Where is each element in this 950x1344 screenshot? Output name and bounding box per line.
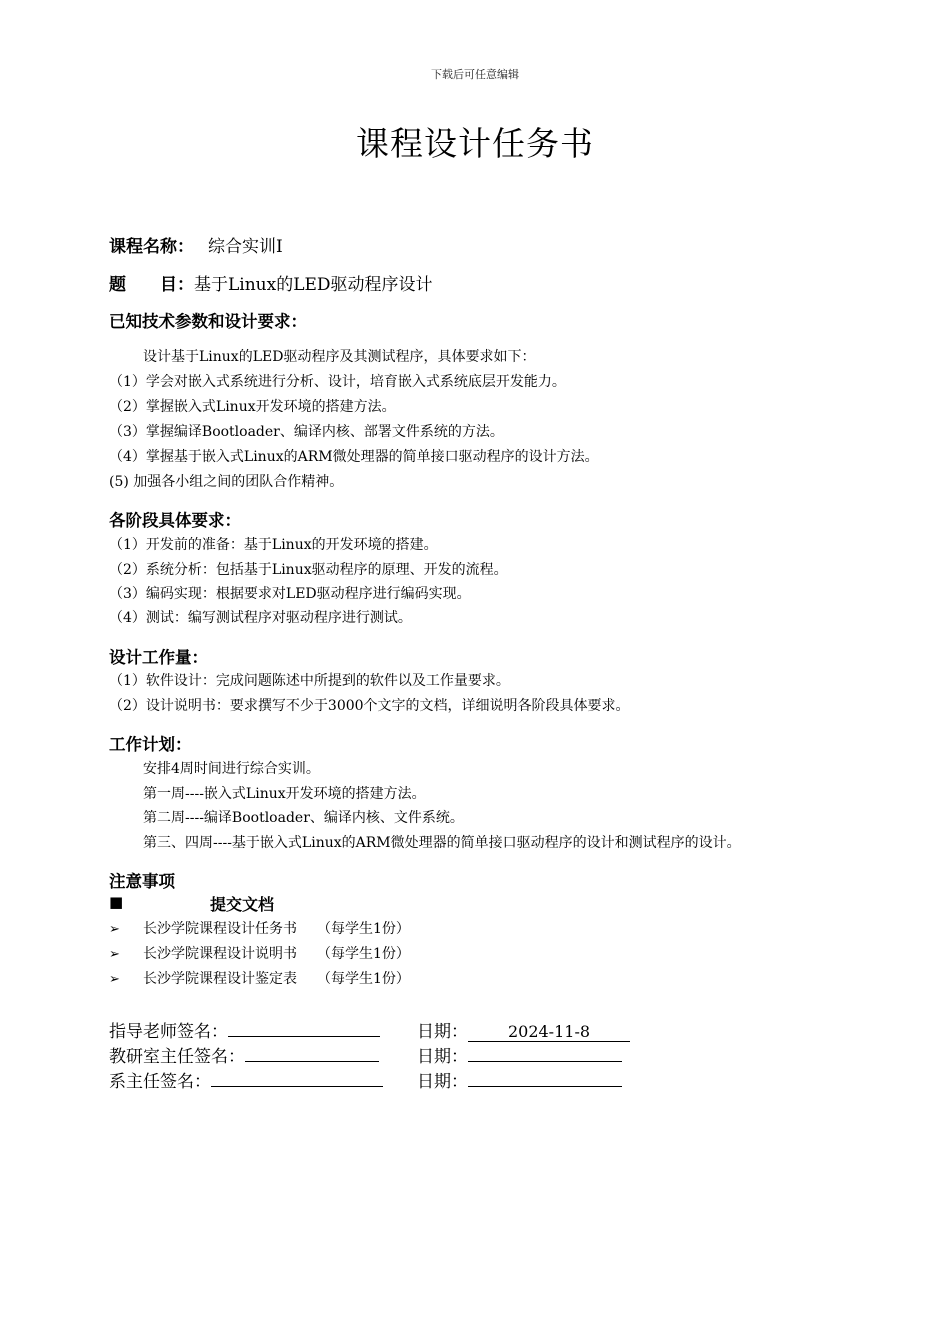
dept-date-row: [417, 1067, 622, 1092]
arrow-bullet-icon: ➢: [109, 972, 120, 987]
workload-item: （2）设计说明书：要求撰写不少于3000个文字的文档，详细说明各阶段具体要求。: [109, 698, 630, 714]
document-qty: （每学生1份）: [317, 921, 410, 937]
plan-item: 第二周----编译Bootloader、编译内核、文件系统。: [143, 810, 464, 826]
topic-row: [109, 270, 433, 295]
director-signature-row: [109, 1042, 379, 1067]
advisor-signature-line[interactable]: [228, 1018, 380, 1037]
requirements-heading: 已知技术参数和设计要求：: [109, 312, 307, 331]
advisor-date-value[interactable]: 2024-11-8: [468, 1022, 630, 1042]
stages-heading: 各阶段具体要求：: [109, 511, 241, 530]
document-name: 长沙学院课程设计说明书: [143, 946, 297, 962]
document-title: 课程设计任务书: [356, 124, 594, 163]
requirement-item: （2）掌握嵌入式Linux开发环境的搭建方法。: [109, 399, 396, 415]
plan-heading: 工作计划：: [109, 735, 192, 754]
requirement-item: （1）学会对嵌入式系统进行分析、设计，培育嵌入式系统底层开发能力。: [109, 374, 566, 390]
stage-item: （3）编码实现：根据要求对LED驱动程序进行编码实现。: [109, 586, 471, 602]
date-label: 日期：: [417, 1072, 468, 1092]
director-signature-label: 教研室主任签名：: [109, 1047, 245, 1067]
topic-value: 基于Linux的LED驱动程序设计: [194, 275, 433, 295]
page-header-note: 下载后可任意编辑: [431, 68, 519, 81]
advisor-signature-row: [109, 1017, 380, 1042]
plan-item: 第三、四周----基于嵌入式Linux的ARM微处理器的简单接口驱动程序的设计和测试程序的设计。: [143, 835, 741, 851]
stage-item: （2）系统分析：包括基于Linux驱动程序的原理、开发的流程。: [109, 562, 508, 578]
director-signature-line[interactable]: [245, 1043, 379, 1062]
course-label: 课程名称：: [109, 237, 194, 257]
notes-subheading-row: [109, 893, 123, 911]
dept-signature-line[interactable]: [211, 1068, 383, 1087]
document-name: 长沙学院课程设计鉴定表: [143, 971, 297, 987]
document-list-item: [109, 943, 410, 963]
advisor-signature-label: 指导老师签名：: [109, 1022, 228, 1042]
document-list-item: [109, 968, 410, 988]
dept-date-line[interactable]: [468, 1068, 622, 1087]
course-row: [109, 232, 283, 257]
course-value: 综合实训Ⅰ: [208, 237, 283, 257]
requirement-item: (5) 加强各小组之间的团队合作精神。: [109, 474, 344, 490]
notes-subheading: 提交文档: [210, 895, 275, 914]
document-qty: （每学生1份）: [317, 971, 410, 987]
date-label: 日期：: [417, 1047, 468, 1067]
document-qty: （每学生1份）: [317, 946, 410, 962]
arrow-bullet-icon: ➢: [109, 947, 120, 962]
stage-item: （4）测试：编写测试程序对驱动程序进行测试。: [109, 610, 412, 626]
plan-item: 第一周----嵌入式Linux开发环境的搭建方法。: [143, 786, 426, 802]
plan-item: 安排4周时间进行综合实训。: [143, 761, 320, 777]
date-label: 日期：: [417, 1022, 468, 1042]
director-date-row: [417, 1042, 622, 1067]
requirements-intro: 设计基于Linux的LED驱动程序及其测试程序，具体要求如下：: [143, 349, 536, 365]
workload-heading: 设计工作量：: [109, 648, 208, 667]
document-name: 长沙学院课程设计任务书: [143, 921, 297, 937]
notes-heading: 注意事项: [109, 872, 175, 891]
requirement-item: （4）掌握基于嵌入式Linux的ARM微处理器的简单接口驱动程序的设计方法。: [109, 449, 599, 465]
director-date-line[interactable]: [468, 1043, 622, 1062]
advisor-date-row: [417, 1017, 630, 1042]
workload-item: （1）软件设计：完成问题陈述中所提到的软件以及工作量要求。: [109, 673, 510, 689]
topic-label: 题 目：: [109, 275, 194, 295]
requirement-item: （3）掌握编译Bootloader、编译内核、部署文件系统的方法。: [109, 424, 504, 440]
square-bullet-icon: ■: [109, 893, 124, 911]
stage-item: （1）开发前的准备：基于Linux的开发环境的搭建。: [109, 537, 438, 553]
dept-signature-row: [109, 1067, 383, 1092]
arrow-bullet-icon: ➢: [109, 922, 120, 937]
document-list-item: [109, 918, 410, 938]
dept-signature-label: 系主任签名：: [109, 1072, 211, 1092]
